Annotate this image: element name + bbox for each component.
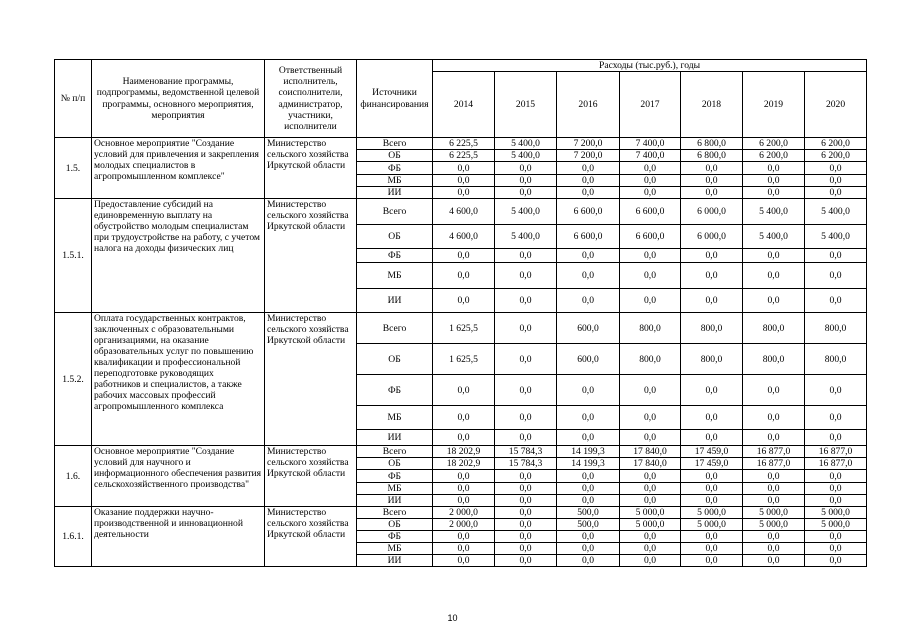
expense-value: 15 784,3 (495, 458, 557, 470)
expense-value: 0,0 (433, 175, 495, 187)
expense-value: 500,0 (557, 507, 620, 519)
funding-source: ОБ (357, 150, 433, 162)
responsible-executor: Министерство сельского хозяйства Иркутской области (265, 138, 357, 199)
expense-value: 0,0 (495, 531, 557, 543)
expense-value: 0,0 (620, 263, 681, 289)
expense-value: 0,0 (495, 507, 557, 519)
page-number: 10 (447, 613, 458, 623)
expense-value: 0,0 (743, 495, 805, 507)
expense-value: 5 400,0 (743, 225, 805, 249)
funding-source: Всего (357, 138, 433, 150)
financing-table (54, 59, 867, 567)
funding-source: Всего (357, 507, 433, 519)
expense-value: 5 000,0 (805, 507, 867, 519)
expense-value: 0,0 (681, 187, 743, 199)
funding-source: Всего (357, 313, 433, 344)
header-year: 2015 (495, 72, 557, 138)
expense-value: 0,0 (620, 375, 681, 406)
expense-value: 0,0 (743, 483, 805, 495)
expense-value: 5 000,0 (743, 519, 805, 531)
expense-value: 0,0 (743, 175, 805, 187)
item-number: 1.6.1. (55, 507, 92, 567)
expense-value: 5 000,0 (805, 519, 867, 531)
expense-value: 0,0 (620, 543, 681, 555)
responsible-executor: Министерство сельского хозяйства Иркутской области (265, 446, 357, 507)
funding-source: ИИ (357, 430, 433, 446)
expense-value: 800,0 (805, 313, 867, 344)
expense-value: 0,0 (495, 406, 557, 430)
expense-value: 0,0 (743, 263, 805, 289)
expense-value: 0,0 (620, 187, 681, 199)
expense-value: 6 800,0 (681, 150, 743, 162)
funding-source: ОБ (357, 458, 433, 470)
expense-value: 0,0 (433, 483, 495, 495)
expense-value: 0,0 (433, 555, 495, 567)
responsible-executor: Министерство сельского хозяйства Иркутской области (265, 313, 357, 446)
expense-value: 0,0 (557, 555, 620, 567)
item-name: Основное мероприятие "Создание условий для научного и информационного обеспечения развития сельскохозяйственного производства" (92, 446, 265, 507)
expense-value: 14 199,3 (557, 446, 620, 458)
expense-value: 17 459,0 (681, 446, 743, 458)
expense-value: 0,0 (805, 263, 867, 289)
expense-value: 0,0 (433, 263, 495, 289)
expense-value: 6 200,0 (743, 150, 805, 162)
expense-value: 0,0 (743, 162, 805, 175)
expense-value: 0,0 (620, 289, 681, 313)
expense-value: 6 225,5 (433, 138, 495, 150)
expense-value: 0,0 (620, 175, 681, 187)
expense-value: 17 840,0 (620, 446, 681, 458)
expense-value: 0,0 (743, 406, 805, 430)
expense-value: 0,0 (495, 543, 557, 555)
header-year: 2014 (433, 72, 495, 138)
expense-value: 0,0 (620, 470, 681, 483)
expense-value: 0,0 (433, 470, 495, 483)
expense-value: 6 200,0 (805, 138, 867, 150)
expense-value: 0,0 (681, 483, 743, 495)
expense-value: 0,0 (495, 483, 557, 495)
expense-value: 0,0 (805, 470, 867, 483)
expense-value: 0,0 (681, 289, 743, 313)
expense-value: 800,0 (805, 344, 867, 375)
expense-value: 0,0 (743, 430, 805, 446)
funding-source: ОБ (357, 344, 433, 375)
expense-value: 0,0 (557, 495, 620, 507)
expense-value: 0,0 (743, 375, 805, 406)
expense-value: 6 600,0 (620, 225, 681, 249)
expense-value: 0,0 (433, 543, 495, 555)
expense-value: 0,0 (557, 375, 620, 406)
expense-value: 5 400,0 (495, 199, 557, 225)
expense-value: 0,0 (620, 249, 681, 263)
expense-value: 0,0 (805, 430, 867, 446)
expense-value: 0,0 (557, 470, 620, 483)
expense-value: 0,0 (805, 495, 867, 507)
expense-value: 0,0 (557, 483, 620, 495)
expense-value: 5 000,0 (681, 519, 743, 531)
expense-value: 0,0 (557, 289, 620, 313)
header-year: 2019 (743, 72, 805, 138)
item-name: Оплата государственных контрактов, заключенных с образовательными организациями, на оказание образовательных услуг по повышению квалификации и профессиональной переподготовке руководящих работников и специалистов, а также рабочих массовых профессий агропромышленного комплекса (92, 313, 265, 446)
expense-value: 0,0 (620, 430, 681, 446)
expense-value: 0,0 (681, 430, 743, 446)
item-name: Предоставление субсидий на единовременную выплату на обустройство молодым специалистам при трудоустройстве на работу, с учетом налога на доходы физических лиц (92, 199, 265, 313)
expense-value: 0,0 (805, 175, 867, 187)
expense-value: 0,0 (743, 470, 805, 483)
expense-value: 0,0 (681, 175, 743, 187)
expense-value: 0,0 (557, 531, 620, 543)
expense-value: 0,0 (433, 249, 495, 263)
expense-value: 7 200,0 (557, 150, 620, 162)
funding-source: ФБ (357, 375, 433, 406)
expense-value: 0,0 (433, 531, 495, 543)
expense-value: 0,0 (681, 375, 743, 406)
expense-value: 0,0 (557, 430, 620, 446)
expense-value: 0,0 (681, 263, 743, 289)
item-number: 1.5. (55, 138, 92, 199)
expense-value: 0,0 (620, 555, 681, 567)
expense-value: 600,0 (557, 313, 620, 344)
expense-value: 0,0 (557, 406, 620, 430)
expense-value: 6 600,0 (557, 199, 620, 225)
expense-value: 5 400,0 (495, 150, 557, 162)
funding-source: МБ (357, 175, 433, 187)
expense-value: 6 600,0 (620, 199, 681, 225)
header-expenses: Расходы (тыс.руб.), годы (433, 60, 867, 72)
expense-value: 5 000,0 (743, 507, 805, 519)
funding-source: МБ (357, 483, 433, 495)
expense-value: 16 877,0 (743, 458, 805, 470)
expense-value: 0,0 (805, 483, 867, 495)
expense-value: 0,0 (743, 555, 805, 567)
expense-value: 0,0 (620, 483, 681, 495)
expense-value: 0,0 (681, 543, 743, 555)
expense-value: 5 400,0 (743, 199, 805, 225)
item-number: 1.5.2. (55, 313, 92, 446)
expense-value: 800,0 (743, 313, 805, 344)
expense-value: 0,0 (495, 162, 557, 175)
funding-source: ФБ (357, 249, 433, 263)
expense-value: 0,0 (433, 406, 495, 430)
expense-value: 4 600,0 (433, 225, 495, 249)
expense-value: 6 600,0 (557, 225, 620, 249)
expense-value: 0,0 (495, 263, 557, 289)
expense-value: 0,0 (557, 187, 620, 199)
expense-value: 800,0 (681, 344, 743, 375)
expense-value: 0,0 (805, 375, 867, 406)
expense-value: 0,0 (681, 249, 743, 263)
expense-value: 0,0 (805, 543, 867, 555)
expense-value: 4 600,0 (433, 199, 495, 225)
funding-source: ИИ (357, 289, 433, 313)
item-name: Оказание поддержки научно-производственной и инновационной деятельности (92, 507, 265, 567)
table-row (55, 199, 867, 225)
funding-source: МБ (357, 263, 433, 289)
expense-value: 6 000,0 (681, 199, 743, 225)
expense-value: 16 877,0 (805, 446, 867, 458)
expense-value: 5 400,0 (805, 199, 867, 225)
expense-value: 0,0 (743, 187, 805, 199)
expense-value: 2 000,0 (433, 519, 495, 531)
expense-value: 0,0 (681, 162, 743, 175)
expense-value: 0,0 (495, 344, 557, 375)
expense-value: 0,0 (681, 531, 743, 543)
expense-value: 0,0 (433, 289, 495, 313)
table-row (55, 446, 867, 458)
expense-value: 0,0 (805, 555, 867, 567)
expense-value: 0,0 (620, 406, 681, 430)
expense-value: 6 800,0 (681, 138, 743, 150)
expense-value: 500,0 (557, 519, 620, 531)
expense-value: 5 400,0 (495, 138, 557, 150)
funding-source: Всего (357, 446, 433, 458)
expense-value: 800,0 (620, 313, 681, 344)
expense-value: 0,0 (495, 175, 557, 187)
expense-value: 0,0 (495, 555, 557, 567)
expense-value: 0,0 (433, 187, 495, 199)
expense-value: 7 200,0 (557, 138, 620, 150)
expense-value: 0,0 (495, 249, 557, 263)
expense-value: 2 000,0 (433, 507, 495, 519)
expense-value: 800,0 (743, 344, 805, 375)
expense-value: 6 200,0 (805, 150, 867, 162)
expense-value: 0,0 (805, 249, 867, 263)
expense-value: 0,0 (433, 430, 495, 446)
expense-value: 7 400,0 (620, 150, 681, 162)
expense-value: 0,0 (495, 313, 557, 344)
funding-source: МБ (357, 543, 433, 555)
funding-source: МБ (357, 406, 433, 430)
funding-source: ИИ (357, 187, 433, 199)
expense-value: 0,0 (805, 531, 867, 543)
funding-source: ОБ (357, 225, 433, 249)
expense-value: 6 225,5 (433, 150, 495, 162)
header-year: 2017 (620, 72, 681, 138)
expense-value: 0,0 (557, 175, 620, 187)
expense-value: 0,0 (620, 495, 681, 507)
table-row (55, 507, 867, 519)
expense-value: 0,0 (743, 289, 805, 313)
expense-value: 5 400,0 (805, 225, 867, 249)
expense-value: 6 200,0 (743, 138, 805, 150)
funding-source: ИИ (357, 555, 433, 567)
header-year: 2020 (805, 72, 867, 138)
header-year: 2016 (557, 72, 620, 138)
expense-value: 800,0 (681, 313, 743, 344)
item-name: Основное мероприятие "Создание условий для привлечения и закрепления молодых специалистов в агропромышленном комплексе" (92, 138, 265, 199)
expense-value: 0,0 (495, 430, 557, 446)
funding-source: ФБ (357, 162, 433, 175)
funding-source: ФБ (357, 531, 433, 543)
expense-value: 18 202,9 (433, 458, 495, 470)
expense-value: 7 400,0 (620, 138, 681, 150)
expense-value: 5 400,0 (495, 225, 557, 249)
expense-value: 0,0 (495, 187, 557, 199)
expense-value: 0,0 (495, 470, 557, 483)
item-number: 1.6. (55, 446, 92, 507)
funding-source: ОБ (357, 519, 433, 531)
expense-value: 0,0 (620, 162, 681, 175)
expense-value: 0,0 (743, 543, 805, 555)
expense-value: 0,0 (805, 406, 867, 430)
expense-value: 0,0 (743, 249, 805, 263)
expense-value: 0,0 (681, 406, 743, 430)
expense-value: 0,0 (557, 543, 620, 555)
table-row (55, 313, 867, 344)
expense-value: 17 840,0 (620, 458, 681, 470)
expense-value: 0,0 (433, 375, 495, 406)
expense-value: 0,0 (557, 249, 620, 263)
expense-value: 0,0 (681, 470, 743, 483)
expense-value: 0,0 (681, 555, 743, 567)
table-row (55, 138, 867, 150)
funding-source: ИИ (357, 495, 433, 507)
expense-value: 14 199,3 (557, 458, 620, 470)
expense-value: 1 625,5 (433, 313, 495, 344)
expense-value: 0,0 (557, 263, 620, 289)
expense-value: 15 784,3 (495, 446, 557, 458)
responsible-executor: Министерство сельского хозяйства Иркутской области (265, 507, 357, 567)
expense-value: 0,0 (620, 531, 681, 543)
expense-value: 0,0 (681, 495, 743, 507)
item-number: 1.5.1. (55, 199, 92, 313)
responsible-executor: Министерство сельского хозяйства Иркутской области (265, 199, 357, 313)
expense-value: 5 000,0 (620, 519, 681, 531)
expense-value: 0,0 (495, 375, 557, 406)
expense-value: 16 877,0 (743, 446, 805, 458)
expense-value: 0,0 (433, 162, 495, 175)
header-name: Наименование программы, подпрограммы, ведомственной целевой программы, основного мероприятия, мероприятия (92, 60, 265, 138)
header-year: 2018 (681, 72, 743, 138)
expense-value: 18 202,9 (433, 446, 495, 458)
expense-value: 5 000,0 (681, 507, 743, 519)
expense-value: 800,0 (620, 344, 681, 375)
expense-value: 0,0 (805, 162, 867, 175)
expense-value: 16 877,0 (805, 458, 867, 470)
header-sources: Источники финансирования (357, 60, 433, 138)
header-num: № п/п (55, 60, 92, 138)
expense-value: 5 000,0 (620, 507, 681, 519)
expense-value: 0,0 (433, 495, 495, 507)
expense-value: 600,0 (557, 344, 620, 375)
expense-value: 0,0 (495, 289, 557, 313)
expense-value: 0,0 (495, 495, 557, 507)
expense-value: 0,0 (743, 531, 805, 543)
expense-value: 0,0 (557, 162, 620, 175)
expense-value: 0,0 (495, 519, 557, 531)
expense-value: 0,0 (805, 289, 867, 313)
expense-value: 1 625,5 (433, 344, 495, 375)
expense-value: 0,0 (805, 187, 867, 199)
expense-value: 17 459,0 (681, 458, 743, 470)
funding-source: Всего (357, 199, 433, 225)
header-responsible: Ответственный исполнитель, соисполнители, администратор, участники, исполнители (265, 60, 357, 138)
expense-value: 6 000,0 (681, 225, 743, 249)
funding-source: ФБ (357, 470, 433, 483)
